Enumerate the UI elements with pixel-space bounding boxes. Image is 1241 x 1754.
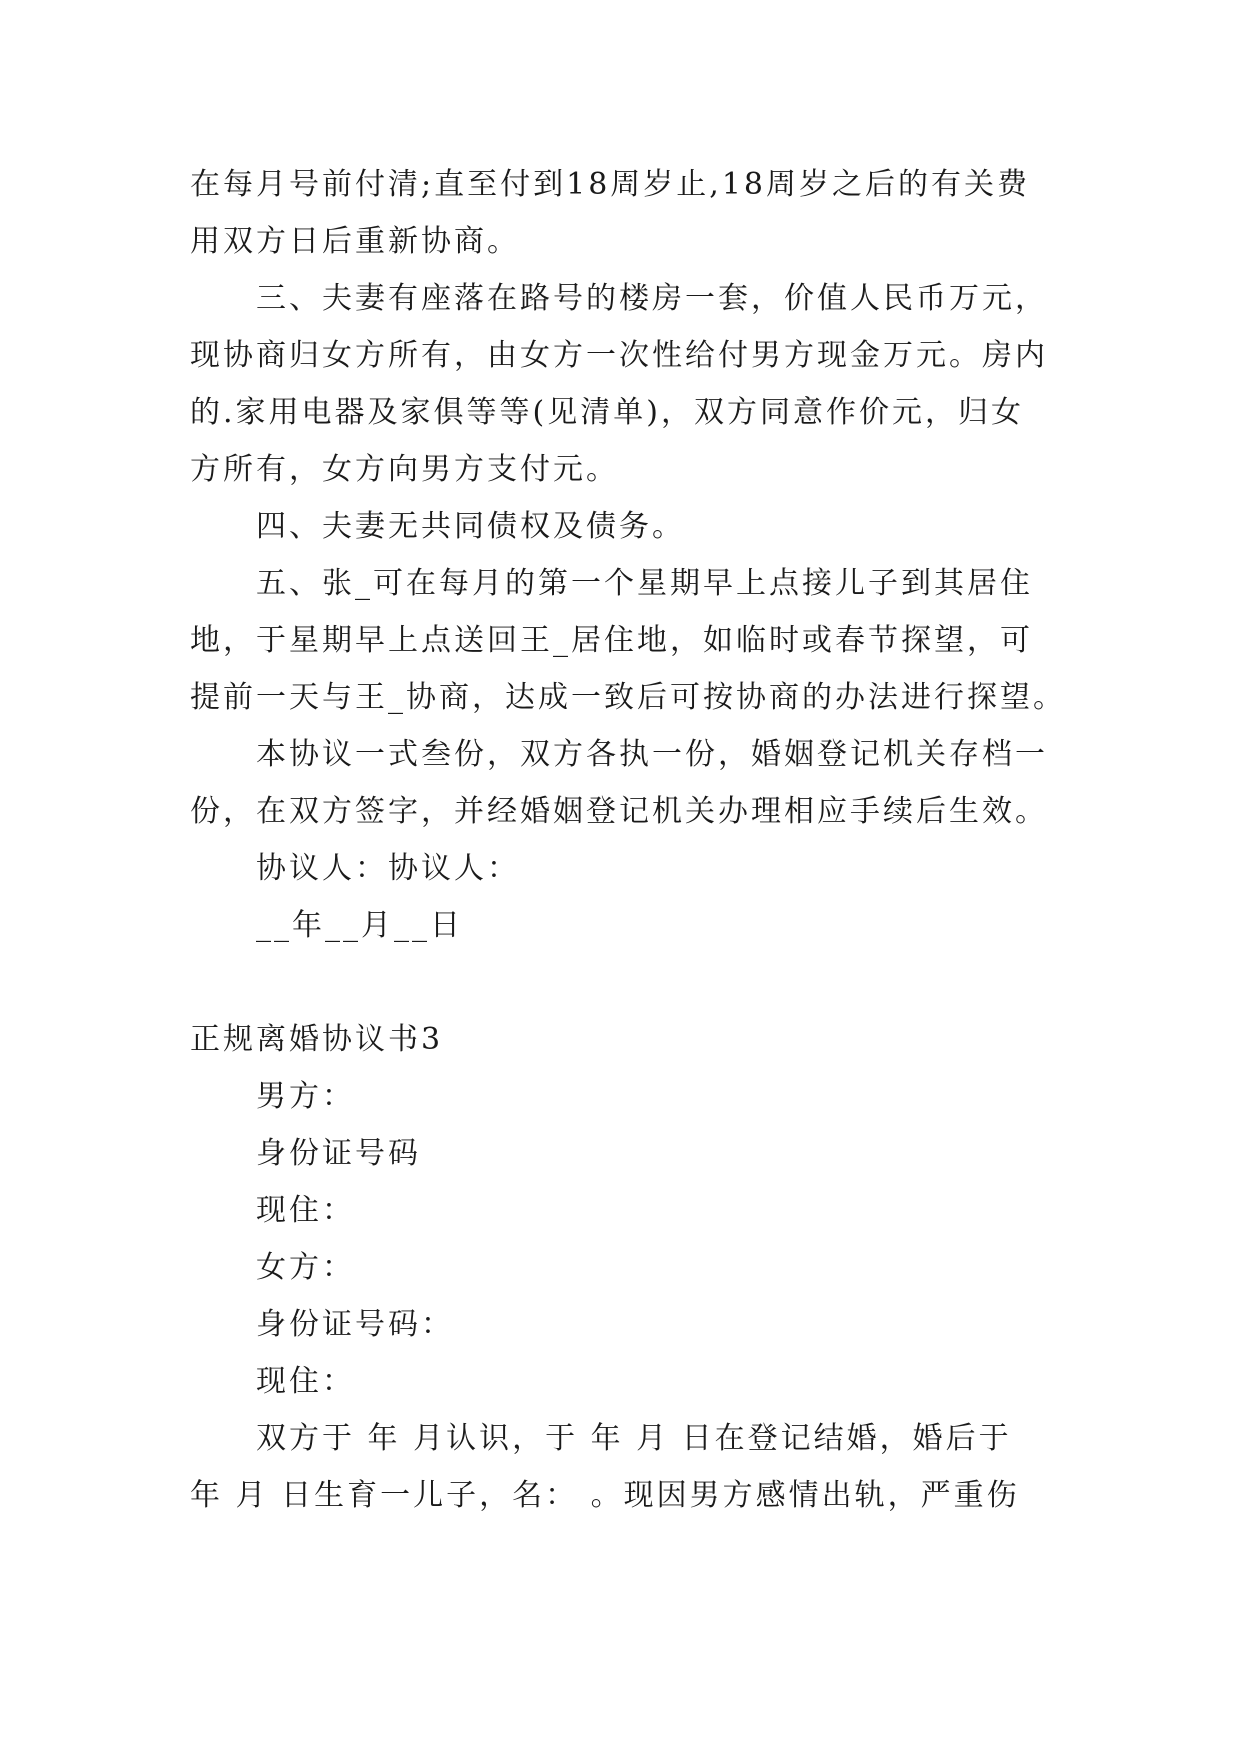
text-line: 份，在双方签字，并经婚姻登记机关办理相应手续后生效。 <box>190 794 1048 829</box>
date-line: __年__月__日 <box>256 908 463 943</box>
field-address: 现住： <box>256 1364 355 1399</box>
field-id-number: 身份证号码： <box>256 1307 454 1342</box>
field-male: 男方： <box>256 1079 355 1114</box>
paragraph-first-line: 双方于 年 月认识，于 年 月 日在登记结婚，婚后于 <box>256 1421 1012 1456</box>
text-line: 现协商归女方所有，由女方一次性给付男方现金万元。房内 <box>190 338 1048 373</box>
text-line: 年 月 日生育一儿子，名： 。现因男方感情出轨，严重伤 <box>190 1478 1020 1513</box>
text-line: 方所有，女方向男方支付元。 <box>190 452 619 487</box>
field-address: 现住： <box>256 1193 355 1228</box>
paragraph-first-line: 五、张_可在每月的第一个星期早上点接儿子到其居住 <box>256 566 1033 601</box>
text-line: 地，于星期早上点送回王_居住地，如临时或春节探望，可 <box>190 623 1033 658</box>
signature-line: 协议人：协议人： <box>256 851 520 886</box>
field-id-number: 身份证号码 <box>256 1136 421 1171</box>
text-line: 用双方日后重新协商。 <box>190 224 520 259</box>
text-line: 在每月号前付清;直至付到18周岁止,18周岁之后的有关费 <box>190 167 1030 202</box>
paragraph-first-line: 四、夫妻无共同债权及债务。 <box>256 509 685 544</box>
paragraph-first-line: 本协议一式叁份，双方各执一份，婚姻登记机关存档一 <box>256 737 1048 772</box>
paragraph-first-line: 三、夫妻有座落在路号的楼房一套，价值人民币万元， <box>256 281 1048 316</box>
field-female: 女方： <box>256 1250 355 1285</box>
text-line: 的.家用电器及家俱等等(见清单)，双方同意作价元，归女 <box>190 395 1024 430</box>
text-line: 提前一天与王_协商，达成一致后可按协商的办法进行探望。 <box>190 680 1066 715</box>
section-title: 正规离婚协议书3 <box>190 1022 444 1057</box>
